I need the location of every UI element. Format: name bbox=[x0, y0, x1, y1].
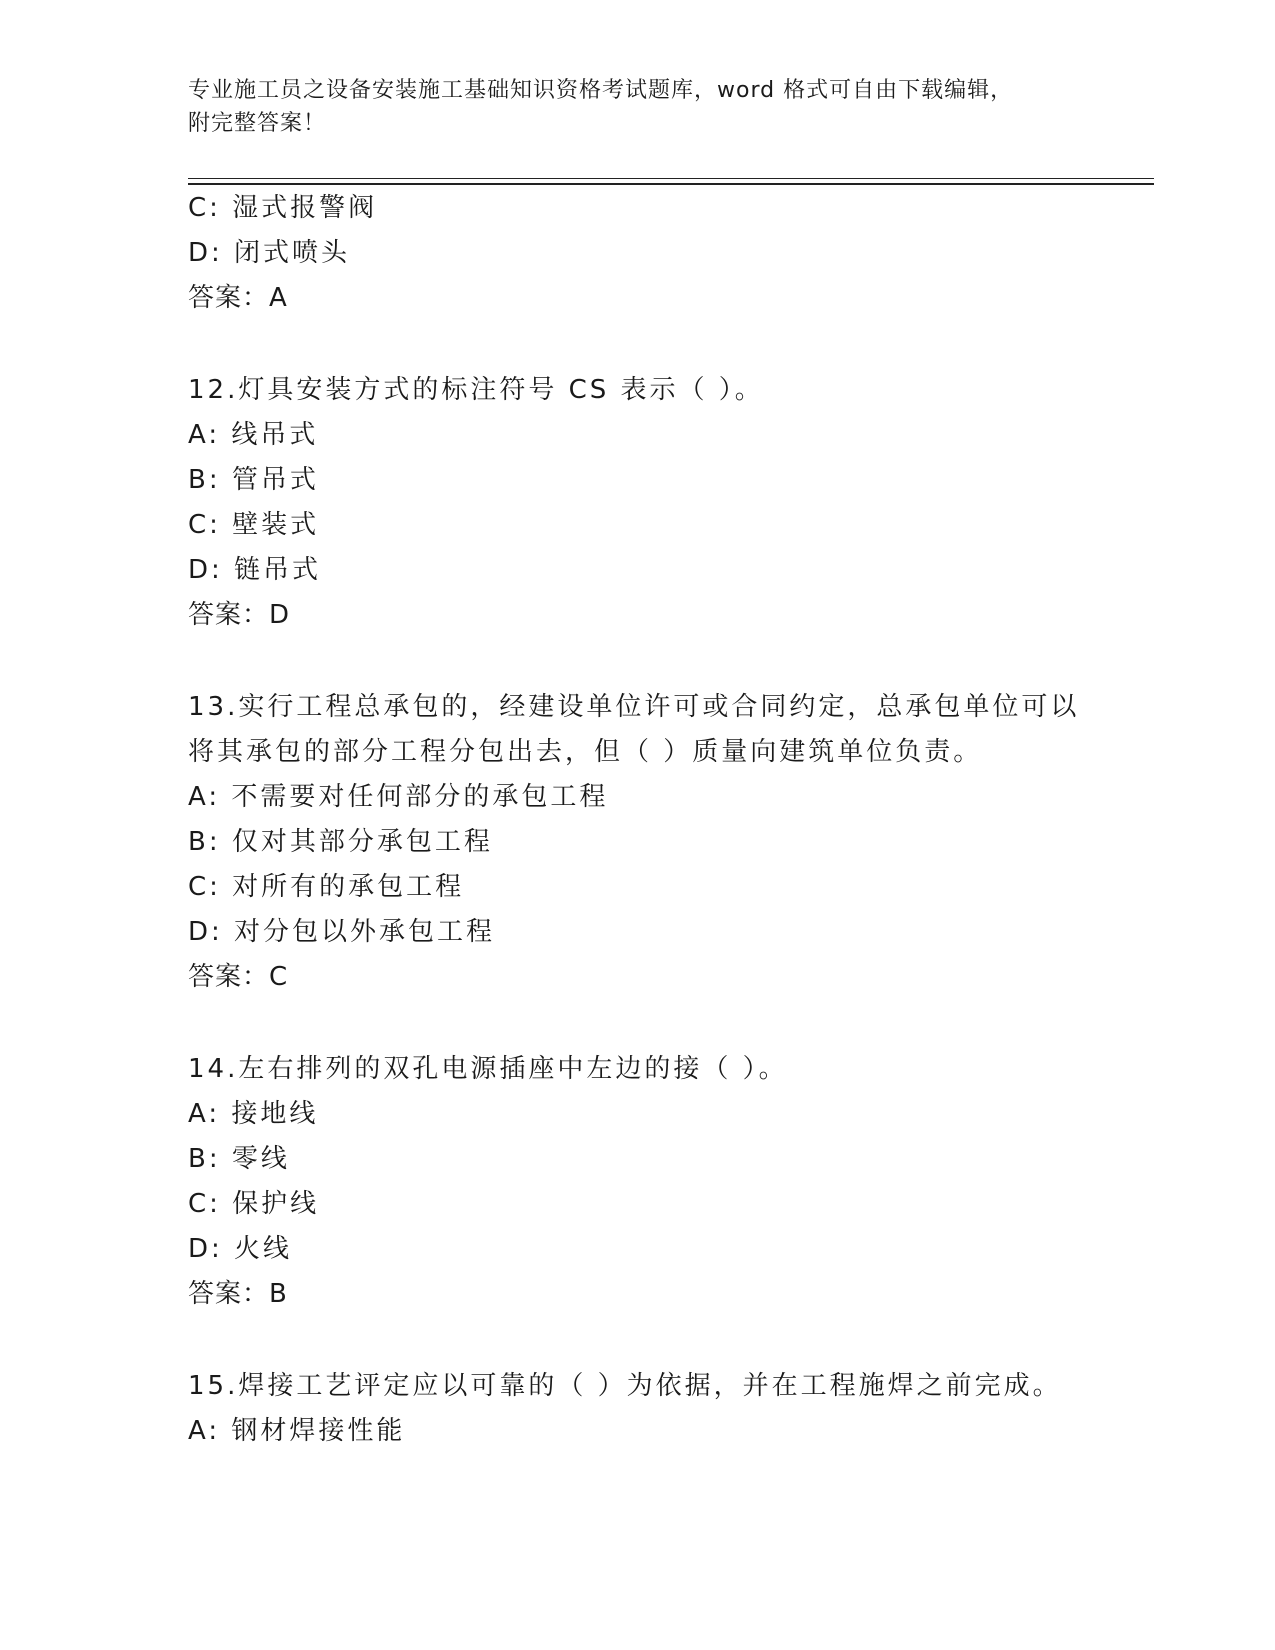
option-c: C: 对所有的承包工程 bbox=[188, 872, 465, 902]
document-header bbox=[188, 74, 1088, 140]
question-14 bbox=[188, 1047, 1128, 1317]
spacer bbox=[188, 638, 1128, 685]
option-a: A: 钢材焊接性能 bbox=[188, 1416, 406, 1446]
answer: 答案：B bbox=[188, 1279, 288, 1309]
header-title-line-2: 附完整答案！ bbox=[188, 111, 327, 136]
option-c: C: 湿式报警阀 bbox=[188, 193, 378, 223]
option-a: A: 接地线 bbox=[188, 1099, 319, 1129]
question-text: 12.灯具安装方式的标注符号 CS 表示（ ）。 bbox=[188, 375, 764, 405]
question-13 bbox=[188, 685, 1128, 1000]
option-d: D: 火线 bbox=[188, 1234, 293, 1264]
option-d: D: 对分包以外承包工程 bbox=[188, 917, 496, 947]
question-list bbox=[188, 186, 1128, 1454]
option-c: C: 壁装式 bbox=[188, 510, 320, 540]
option-b: B: 管吊式 bbox=[188, 465, 319, 495]
option-b: B: 零线 bbox=[188, 1144, 290, 1174]
option-a: A: 不需要对任何部分的承包工程 bbox=[188, 782, 609, 812]
question-15 bbox=[188, 1364, 1128, 1454]
option-c: C: 保护线 bbox=[188, 1189, 320, 1219]
option-d: D: 闭式喷头 bbox=[188, 238, 351, 268]
header-rule-thin bbox=[188, 178, 1154, 179]
spacer bbox=[188, 1317, 1128, 1364]
answer: 答案：D bbox=[188, 600, 291, 630]
header-title-line-1: 专业施工员之设备安装施工基础知识资格考试题库，word 格式可自由下载编辑， bbox=[188, 78, 1014, 103]
question-text-line-1: 13.实行工程总承包的，经建设单位许可或合同约定，总承包单位可以 bbox=[188, 692, 1080, 722]
option-b: B: 仅对其部分承包工程 bbox=[188, 827, 493, 857]
question-text-line-2: 将其承包的部分工程分包出去，但（ ）质量向建筑单位负责。 bbox=[188, 737, 983, 767]
question-text: 15.焊接工艺评定应以可靠的（ ）为依据，并在工程施焊之前完成。 bbox=[188, 1371, 1062, 1401]
option-d: D: 链吊式 bbox=[188, 555, 322, 585]
header-rule-thick bbox=[188, 183, 1154, 185]
question-12 bbox=[188, 368, 1128, 638]
spacer bbox=[188, 1000, 1128, 1047]
answer: 答案：C bbox=[188, 962, 289, 992]
spacer bbox=[188, 321, 1128, 368]
question-text: 14.左右排列的双孔电源插座中左边的接（ ）。 bbox=[188, 1054, 788, 1084]
option-a: A: 线吊式 bbox=[188, 420, 319, 450]
answer: 答案：A bbox=[188, 283, 288, 313]
question-11-fragment bbox=[188, 186, 1128, 321]
